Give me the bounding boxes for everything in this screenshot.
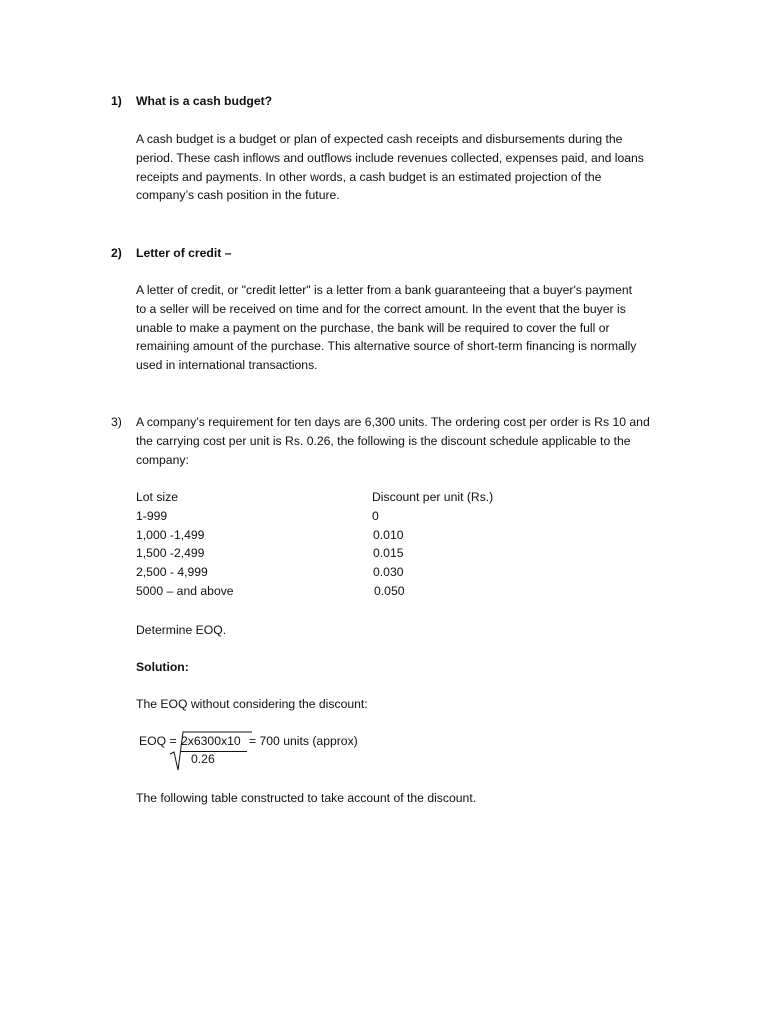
discount-cell: 0.050 xyxy=(374,583,405,598)
determine-eoq xyxy=(136,621,226,640)
formula-rhs: = 700 units (approx) xyxy=(249,734,358,748)
q2-title: Letter of credit – xyxy=(136,246,232,260)
q1-title: What is a cash budget? xyxy=(136,94,273,108)
lot-size-cell: 1,000 -1,499 xyxy=(136,527,205,542)
lot-size-cell: 5000 – and above xyxy=(136,583,234,598)
eoq-formula xyxy=(139,730,439,775)
q1-number: 1) xyxy=(111,94,122,108)
formula-numerator: 2x6300x10 xyxy=(181,732,247,752)
q2-number: 2) xyxy=(111,246,122,260)
lot-size-cell: 2,500 - 4,999 xyxy=(136,565,208,580)
q2-answer-line: remaining amount of the purchase. This alternative source of short-term financing is normally xyxy=(136,339,637,354)
solution-label: Solution: xyxy=(136,660,189,674)
closing-block xyxy=(136,789,476,808)
table-row xyxy=(136,582,556,601)
discount-header: Discount per unit (Rs.) xyxy=(372,490,494,504)
q1-answer-line: period. These cash inflows and outflows include revenues collected, expenses paid, and loans xyxy=(136,150,644,165)
q2-answer xyxy=(136,281,676,375)
discount-cell: 0.010 xyxy=(373,527,404,542)
table-row xyxy=(136,563,556,582)
formula-lhs: EOQ = xyxy=(139,734,177,748)
q2-answer-line: to a seller will be received on time and for the correct amount. In the event that the buyer is xyxy=(136,301,626,316)
q3-question-line: company: xyxy=(136,452,189,467)
q2-answer-line: used in international transactions. xyxy=(136,358,318,373)
q1-answer xyxy=(136,130,676,205)
discount-cell: 0.015 xyxy=(373,546,404,561)
q2-answer-line: unable to make a payment on the purchase, the bank will be required to cover the full or xyxy=(136,320,610,335)
discount-cell: 0 xyxy=(372,508,379,523)
table-row xyxy=(136,507,556,526)
closing-text: The following table constructed to take account of the discount. xyxy=(136,791,477,805)
solution-label-block xyxy=(136,658,189,677)
eoq-intro: The EOQ without considering the discount: xyxy=(136,697,368,711)
discount-schedule-table xyxy=(136,488,556,601)
q3-question-line: A company’s requirement for ten days are 6,300 units. The ordering cost per order is Rs 10 and xyxy=(136,415,650,429)
table-header-row xyxy=(136,488,556,507)
determine-text: Determine EOQ. xyxy=(136,623,227,637)
lot-size-cell: 1,500 -2,499 xyxy=(136,546,205,561)
q1-answer-line: receipts and payments. In other words, a cash budget is an estimated projection of the xyxy=(136,169,602,184)
q2-answer-line: A letter of credit, or "credit letter" is a letter from a bank guaranteeing that a buyer's payment xyxy=(136,283,633,297)
lot-size-cell: 1-999 xyxy=(136,508,168,523)
eoq-intro-block xyxy=(136,695,368,714)
table-row xyxy=(136,544,556,563)
q1-answer-line: A cash budget is a budget or plan of expected cash receipts and disbursements during the xyxy=(136,132,623,146)
q3-number: 3) xyxy=(111,415,122,429)
formula-denominator: 0.26 xyxy=(191,752,215,766)
discount-cell: 0.030 xyxy=(373,565,404,580)
q3-question-line: the carrying cost per unit is Rs. 0.26, the following is the discount schedule applicable to the xyxy=(136,433,631,448)
q1-answer-line: company’s cash position in the future. xyxy=(136,188,340,203)
lot-size-header: Lot size xyxy=(136,490,179,504)
table-row xyxy=(136,526,556,545)
q3-question xyxy=(136,413,676,469)
